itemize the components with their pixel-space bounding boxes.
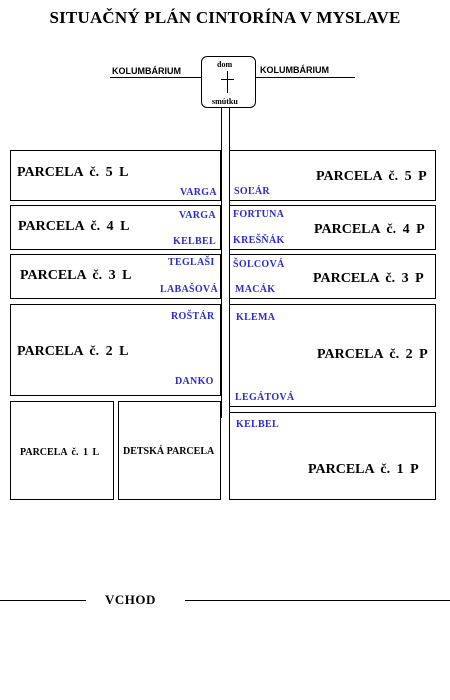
columbarium-left-label: KOLUMBÁRIUM (112, 66, 181, 76)
parcel-2p-name-2: LEGÁTOVÁ (235, 392, 295, 403)
parcel-4l-name-1: VARGA (179, 210, 216, 221)
entrance-line-right (185, 600, 450, 601)
parcel-3l-name-2: LABAŠOVÁ (160, 284, 218, 295)
entrance-label: VCHOD (105, 592, 156, 607)
house-bottom-label: smútku (212, 97, 238, 106)
parcel-1p-label: PARCELA č. 1 P (308, 462, 419, 477)
parcel-detska-label: DETSKÁ PARCELA (123, 446, 215, 457)
house-top-label: dom (217, 60, 233, 69)
parcel-4p-label: PARCELA č. 4 P (314, 222, 425, 237)
parcel-5l-label: PARCELA č. 5 L (17, 165, 129, 180)
path-left-line (221, 108, 222, 418)
parcel-2p-label: PARCELA č. 2 P (317, 347, 428, 362)
parcel-5l-name-1: VARGA (180, 187, 217, 198)
parcel-2l-name-1: ROŠTÁR (171, 311, 215, 322)
parcel-3p-label: PARCELA č. 3 P (313, 271, 424, 286)
parcel-4p-name-1: FORTUNA (233, 209, 285, 220)
parcel-2p-name-1: KLEMA (236, 312, 276, 323)
parcel-3p-name-2: MACÁK (235, 284, 276, 295)
cross-horizontal (221, 79, 234, 80)
map-title: SITUAČNÝ PLÁN CINTORÍNA V MYSLAVE (49, 8, 401, 27)
parcel-2l-name-2: DANKO (175, 376, 214, 387)
parcel-5p-label: PARCELA č. 5 P (316, 169, 427, 184)
parcel-1l-label: PARCELA č. 1 L (20, 447, 100, 458)
parcel-3p-name-1: ŠOLCOVÁ (233, 259, 285, 270)
columbarium-right-label: KOLUMBÁRIUM (260, 65, 329, 75)
parcel-4l-name-2: KELBEL (173, 236, 216, 247)
parcel-4l-label: PARCELA č. 4 L (18, 219, 130, 234)
parcel-1p-name-1: KELBEL (236, 419, 279, 430)
entrance-line-left (0, 600, 86, 601)
cross-vertical (227, 71, 228, 93)
parcel-3l-label: PARCELA č. 3 L (20, 268, 132, 283)
parcel-5p-name-1: SOĽÁR (234, 186, 270, 197)
parcel-3l-name-1: TEGLAŠI (168, 257, 215, 268)
parcel-4p-name-2: KREŠŇÁK (233, 235, 285, 246)
parcel-2l-label: PARCELA č. 2 L (17, 344, 129, 359)
